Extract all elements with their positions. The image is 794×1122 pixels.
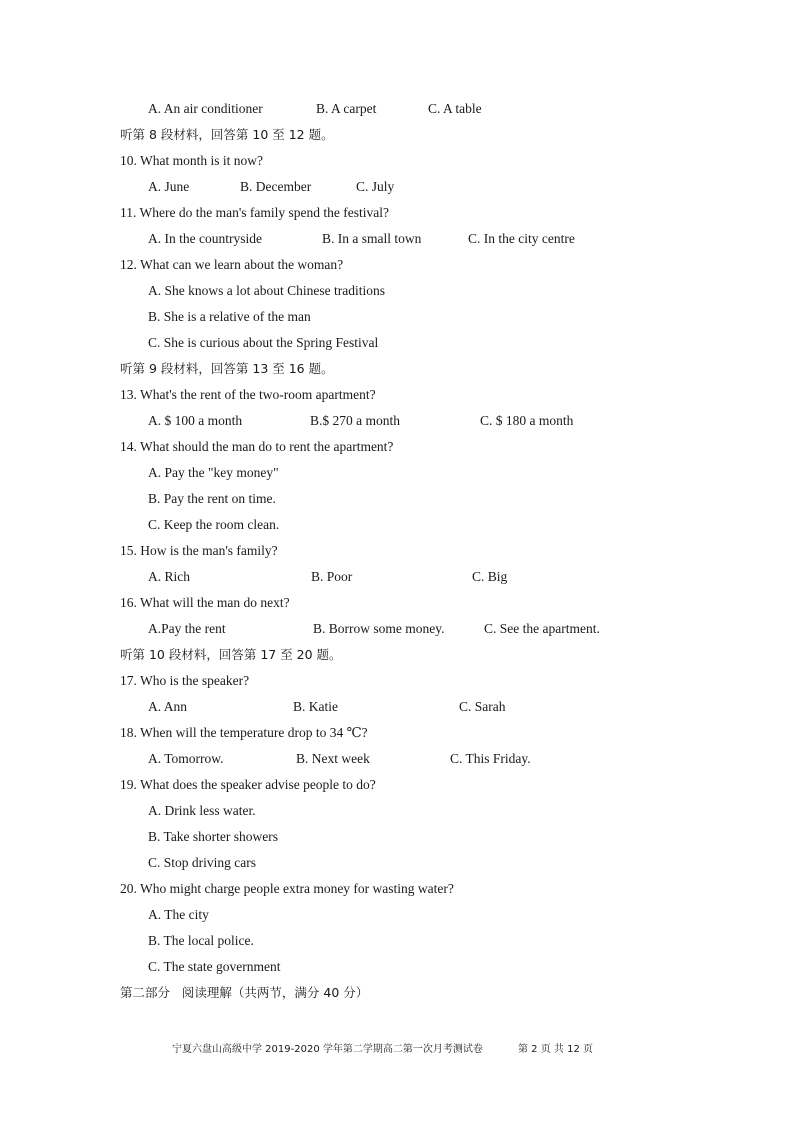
q9-option-b: B. A carpet	[316, 101, 377, 116]
q18-option-c: C. This Friday.	[450, 751, 531, 766]
q15-option-a: A. Rich	[148, 569, 190, 584]
q17-option-c: C. Sarah	[459, 699, 506, 714]
section-10-instruction: 听第 10 段材料，回答第 17 至 20 题。	[120, 647, 342, 662]
footer-page-number: 第 2 页 共 12 页	[518, 1044, 593, 1055]
q19-option-a: A. Drink less water.	[148, 803, 256, 818]
q16-question: 16. What will the man do next?	[120, 595, 290, 610]
section-9-instruction: 听第 9 段材料，回答第 13 至 16 题。	[120, 361, 334, 376]
q20-option-a: A. The city	[148, 907, 209, 922]
q9-option-c: C. A table	[428, 101, 482, 116]
footer-exam-title: 宁夏六盘山高级中学 2019-2020 学年第二学期高二第一次月考测试卷	[172, 1044, 483, 1055]
q18-question: 18. When will the temperature drop to 34 ℃?	[120, 725, 368, 740]
q15-question: 15. How is the man's family?	[120, 543, 278, 558]
q17-question: 17. Who is the speaker?	[120, 673, 250, 688]
q13-option-c: C. $ 180 a month	[480, 413, 574, 428]
q16-option-c: C. See the apartment.	[484, 621, 600, 636]
q20-question: 20. Who might charge people extra money for wasting water?	[120, 881, 454, 896]
q10-option-a: A. June	[148, 179, 190, 194]
q19-option-c: C. Stop driving cars	[148, 855, 256, 870]
q17-option-a: A. Ann	[148, 699, 188, 714]
q10-question: 10. What month is it now?	[120, 153, 263, 168]
q14-question: 14. What should the man do to rent the apartment?	[120, 439, 394, 454]
q15-option-c: C. Big	[472, 569, 508, 584]
q15-option-b: B. Poor	[311, 569, 353, 584]
q11-question: 11. Where do the man's family spend the festival?	[120, 205, 389, 220]
q11-option-c: C. In the city centre	[468, 231, 575, 246]
section-8-instruction: 听第 8 段材料，回答第 10 至 12 题。	[120, 127, 334, 142]
q11-option-b: B. In a small town	[322, 231, 422, 246]
q16-option-b: B. Borrow some money.	[313, 621, 445, 636]
q14-option-b: B. Pay the rent on time.	[148, 491, 276, 506]
q13-question: 13. What's the rent of the two-room apartment?	[120, 387, 376, 402]
q19-question: 19. What does the speaker advise people to do?	[120, 777, 376, 792]
q12-option-b: B. She is a relative of the man	[148, 309, 311, 324]
q11-option-a: A. In the countryside	[148, 231, 262, 246]
q14-option-c: C. Keep the room clean.	[148, 517, 280, 532]
q19-option-b: B. Take shorter showers	[148, 829, 279, 844]
q10-option-b: B. December	[240, 179, 312, 194]
q9-option-a: A. An air conditioner	[148, 101, 263, 116]
q12-option-c: C. She is curious about the Spring Festival	[148, 335, 379, 350]
q16-option-a: A.Pay the rent	[148, 621, 226, 636]
q12-question: 12. What can we learn about the woman?	[120, 257, 344, 272]
q12-option-a: A. She knows a lot about Chinese traditions	[148, 283, 385, 298]
q13-option-a: A. $ 100 a month	[148, 413, 243, 428]
q17-option-b: B. Katie	[293, 699, 338, 714]
q13-option-b: B.$ 270 a month	[310, 413, 400, 428]
q10-option-c: C. July	[356, 179, 395, 194]
q18-option-b: B. Next week	[296, 751, 370, 766]
q14-option-a: A. Pay the "key money"	[148, 465, 279, 480]
q18-option-a: A. Tomorrow.	[148, 751, 224, 766]
part-2-heading: 第二部分 阅读理解（共两节，满分 40 分）	[120, 985, 369, 1000]
q20-option-c: C. The state government	[148, 959, 281, 974]
q20-option-b: B. The local police.	[148, 933, 254, 948]
